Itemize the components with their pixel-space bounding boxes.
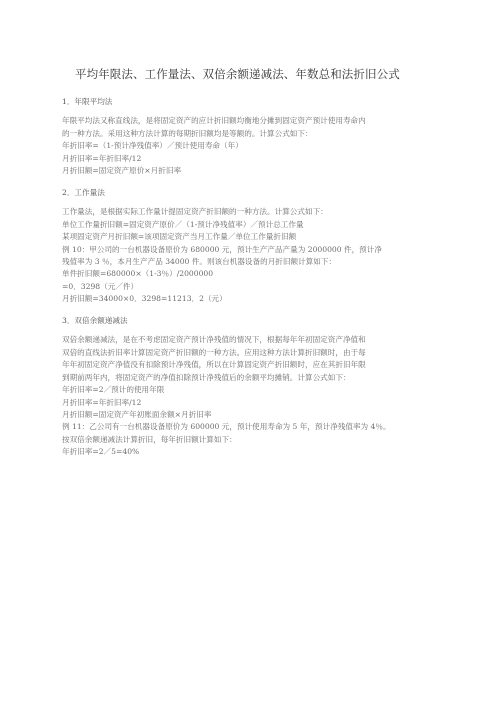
paragraph-line: 的一种方法。采用这种方法计算的每期折旧额均是等额的。计算公式如下：: [62, 128, 313, 138]
example-line: 例 11：乙公司有一台机器设备原价为 600000 元，预计使用寿命为 5 年，预计净残值率为 4％。: [62, 422, 391, 432]
document-body: [62, 96, 437, 459]
formula-line: 月折旧率=年折旧率/12: [62, 397, 142, 407]
formula-line: =0．3298（元／件）: [62, 281, 139, 291]
paragraph-line: 双倍的直线法折旧率计算固定资产折旧额的一种方法。应用这种方法计算折旧额时，由于每: [62, 347, 366, 357]
formula-line: 某项固定资产月折旧额=该项固定资产当月工作量／单位工作量折旧额: [62, 232, 297, 242]
section-heading: 3．双倍余额递减法: [62, 315, 128, 325]
section-heading: 1．年限平均法: [62, 97, 113, 106]
formula-line: 单件折旧额=680000×（1-3％）/2000000: [62, 269, 214, 279]
example-line: 按双倍余额递减法计算折旧，每年折旧额计算如下：: [62, 434, 237, 444]
formula-line: 单位工作量折旧额=固定资产原价／（1-预计净残值率）／预计总工作量: [62, 219, 304, 229]
paragraph-line: 工作量法，是根据实际工作量计提固定资产折旧额的一种方法。计算公式如下：: [62, 207, 328, 217]
formula-line: 月折旧额=固定资产原价×月折旧率: [62, 166, 182, 176]
formula-line: 月折旧额=固定资产年初账面余额×月折旧率: [62, 409, 212, 419]
formula-line: 年折旧率=2／5=40%: [62, 447, 140, 457]
paragraph-line: 双倍余额递减法，是在不考虑固定资产预计净残值的情况下，根据每年年初固定资产净值和: [62, 335, 366, 345]
paragraph-line: 到期前两年内，将固定资产的净值扣除预计净残值后的余额平均摊销。计算公式如下：: [62, 372, 351, 382]
section-heading: 2．工作量法: [62, 187, 105, 197]
formula-line: 月折旧率=年折旧率/12: [62, 153, 142, 163]
document-title: 平均年限法、工作量法、双倍余额递减法、年数总和法折旧公式: [75, 67, 400, 81]
example-line: 残值率为 3 ％，本月生产产品 34000 件。则该台机器设备的月折旧额计算如下：: [62, 256, 337, 266]
formula-line: 年折旧率=（1-预计净残值率）／预计使用寿命（年）: [62, 141, 243, 151]
paragraph-line: 年年初固定资产净值没有扣除预计净残值，所以在计算固定资产折旧额时，应在其折旧年限: [62, 360, 366, 370]
formula-line: 月折旧额=34000×0．3298=11213．2（元）: [62, 294, 227, 304]
formula-line: 年折旧率=2／预计的使用年限: [62, 385, 165, 395]
example-line: 例 10：甲公司的一台机器设备原价为 680000 元，预计生产产品产量为 2000000 件，预计净: [62, 244, 382, 254]
paragraph-line: 年限平均法又称直线法，是将固定资产的应计折旧额均衡地分摊到固定资产预计使用寿命内: [62, 116, 366, 126]
